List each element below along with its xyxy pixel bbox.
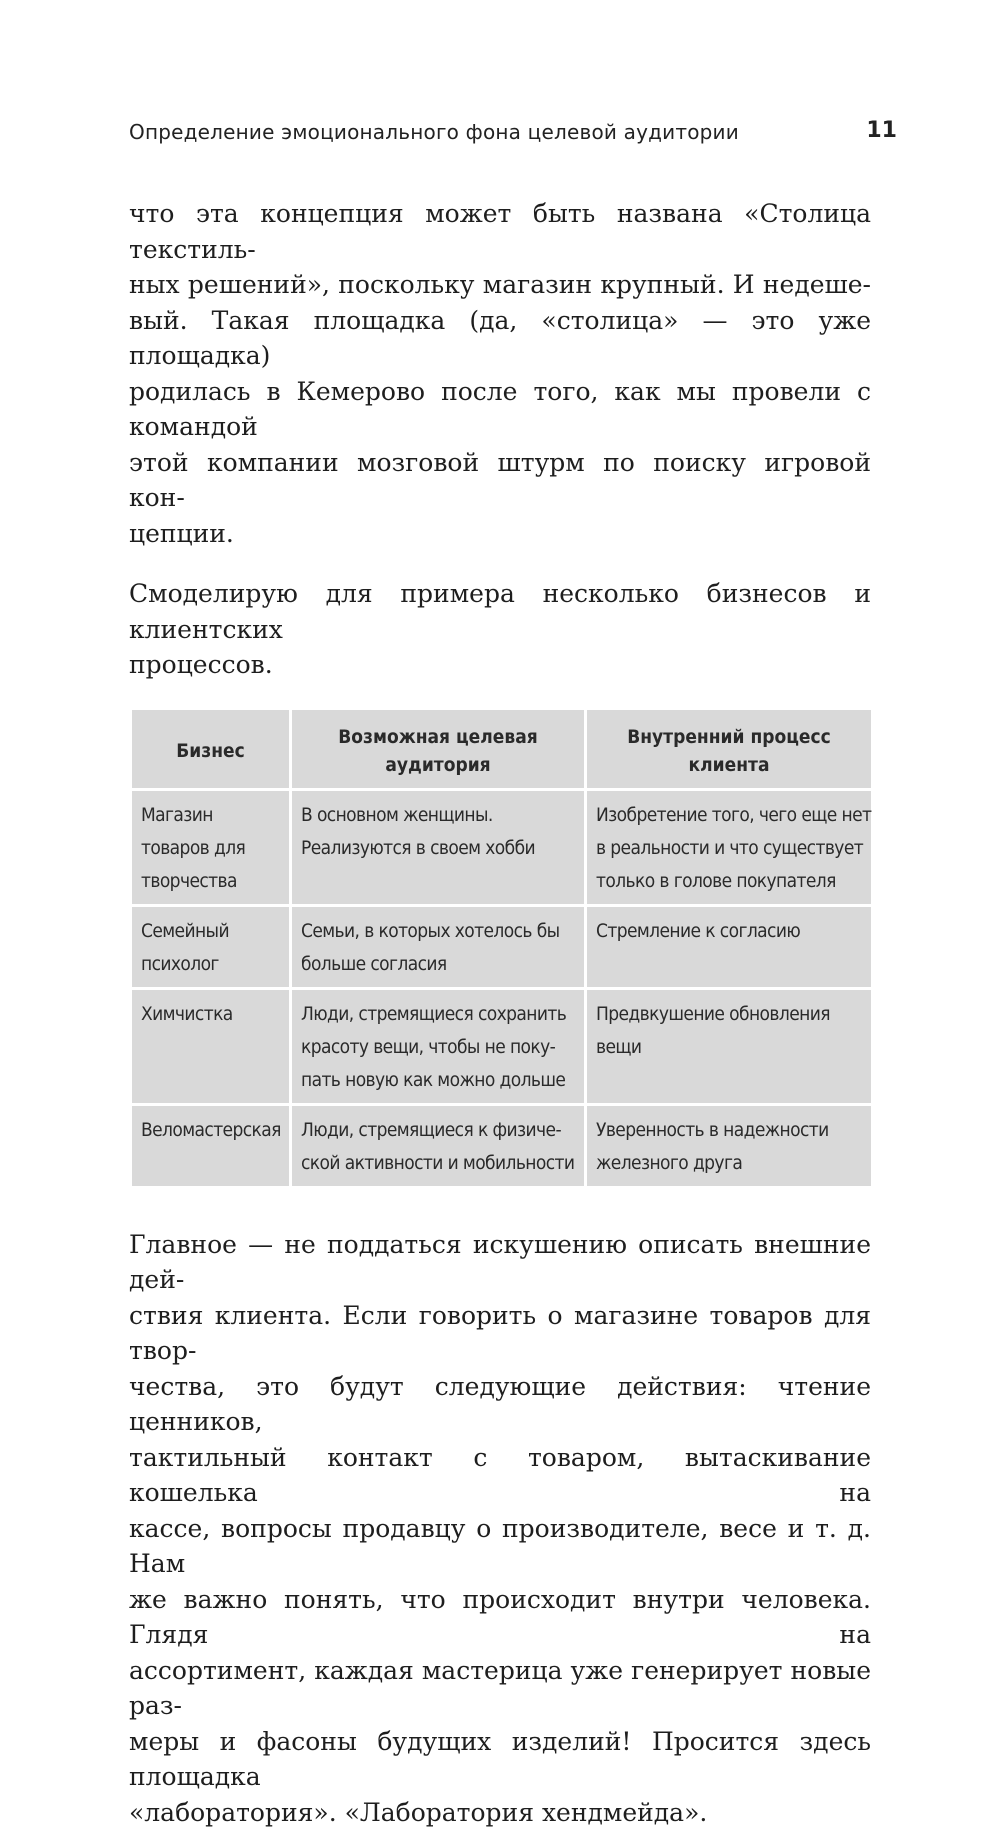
- cell-line: Люди, стремящиеся к физиче-: [301, 1114, 576, 1147]
- cell-line: Реализуются в своем хобби: [301, 832, 576, 865]
- header-line: аудитория: [385, 754, 490, 776]
- column-header-audience: [291, 708, 586, 789]
- header-line: Возможная целевая: [338, 726, 537, 748]
- cell-line: только в голове покупателя: [596, 865, 863, 898]
- cell-line: Люди, стремящиеся сохранить: [301, 998, 576, 1031]
- text-line: кассе, вопросы продавцу о производителе, весе и т. д. Нам: [129, 1511, 871, 1582]
- column-header-business: [131, 708, 291, 789]
- cell-line: Семейный: [141, 915, 281, 948]
- text-line: чества, это будут следующие действия: чтение ценников,: [129, 1369, 871, 1440]
- table-cell: [131, 789, 291, 905]
- text-line: вый. Такая площадка (да, «столица» — это уже площадка): [129, 303, 871, 374]
- table-cell: [291, 905, 586, 988]
- cell-line: красоту вещи, чтобы не поку-: [301, 1031, 576, 1064]
- business-table: [129, 707, 874, 1189]
- table-cell: [131, 905, 291, 988]
- text-line: родилась в Кемерово после того, как мы провели с командой: [129, 374, 871, 445]
- table-cell: [291, 789, 586, 905]
- table-cell: [131, 988, 291, 1104]
- cell-line: в реальности и что существует: [596, 832, 863, 865]
- header-line: клиента: [689, 754, 770, 776]
- cell-line: больше согласия: [301, 948, 576, 981]
- text-line: ассортимент, каждая мастерица уже генерирует новые раз-: [129, 1653, 871, 1724]
- cell-line: Магазин: [141, 799, 281, 832]
- cell-line: В основном женщины.: [301, 799, 576, 832]
- cell-line: Химчистка: [141, 998, 281, 1031]
- table-row: [131, 905, 873, 988]
- cell-line: Предвкушение обновления: [596, 998, 863, 1031]
- table-header-row: [131, 708, 873, 789]
- cell-line: пать новую как можно дольше: [301, 1064, 576, 1097]
- cell-line: Стремление к согласию: [596, 915, 863, 948]
- cell-line: вещи: [596, 1031, 863, 1064]
- table-cell: [291, 988, 586, 1104]
- header-line: Внутренний процесс: [627, 726, 831, 748]
- cell-line: творчества: [141, 865, 281, 898]
- table-cell: [586, 905, 873, 988]
- cell-line: Семьи, в которых хотелось бы: [301, 915, 576, 948]
- cell-line: Изобретение того, чего еще нет: [596, 799, 863, 832]
- column-header-process: [586, 708, 873, 789]
- text-line: же важно понять, что происходит внутри человека. Глядя на: [129, 1582, 871, 1653]
- table-row: [131, 988, 873, 1104]
- table-cell: [586, 1104, 873, 1187]
- page-content: [129, 196, 871, 1830]
- cell-line: Уверенность в надежности: [596, 1114, 863, 1147]
- table-row: [131, 789, 873, 905]
- text-line: процессов.: [129, 647, 871, 683]
- table-cell: [586, 789, 873, 905]
- header-line: Бизнес: [176, 740, 244, 762]
- paragraph-1: [129, 196, 871, 551]
- text-line: что эта концепция может быть названа «Столица текстиль-: [129, 196, 871, 267]
- cell-line: ской активности и мобильности: [301, 1147, 576, 1180]
- cell-line: товаров для: [141, 832, 281, 865]
- table-cell: [586, 988, 873, 1104]
- table-cell: [131, 1104, 291, 1187]
- running-title: Определение эмоционального фона целевой аудитории: [129, 120, 739, 144]
- running-head: [129, 120, 897, 156]
- table-cell: [291, 1104, 586, 1187]
- text-line: Смоделирую для примера несколько бизнесов и клиентских: [129, 576, 871, 647]
- page-number: 11: [866, 118, 897, 143]
- cell-line: Веломастерская: [141, 1114, 281, 1147]
- paragraph-2: [129, 576, 871, 683]
- cell-line: психолог: [141, 948, 281, 981]
- text-line: ных решений», поскольку магазин крупный. И недеше-: [129, 267, 871, 303]
- text-line: «лаборатория». «Лаборатория хендмейда».: [129, 1795, 871, 1830]
- paragraph-gap: [129, 551, 871, 576]
- text-line: ствия клиента. Если говорить о магазине товаров для твор-: [129, 1298, 871, 1369]
- text-line: этой компании мозговой штурм по поиску игровой кон-: [129, 445, 871, 516]
- cell-line: железного друга: [596, 1147, 863, 1180]
- text-line: цепции.: [129, 516, 871, 552]
- paragraph-3: [129, 1227, 871, 1830]
- text-line: тактильный контакт с товаром, вытаскивание кошелька на: [129, 1440, 871, 1511]
- table-row: [131, 1104, 873, 1187]
- text-line: Главное — не поддаться искушению описать внешние дей-: [129, 1227, 871, 1298]
- text-line: меры и фасоны будущих изделий! Просится здесь площадка: [129, 1724, 871, 1795]
